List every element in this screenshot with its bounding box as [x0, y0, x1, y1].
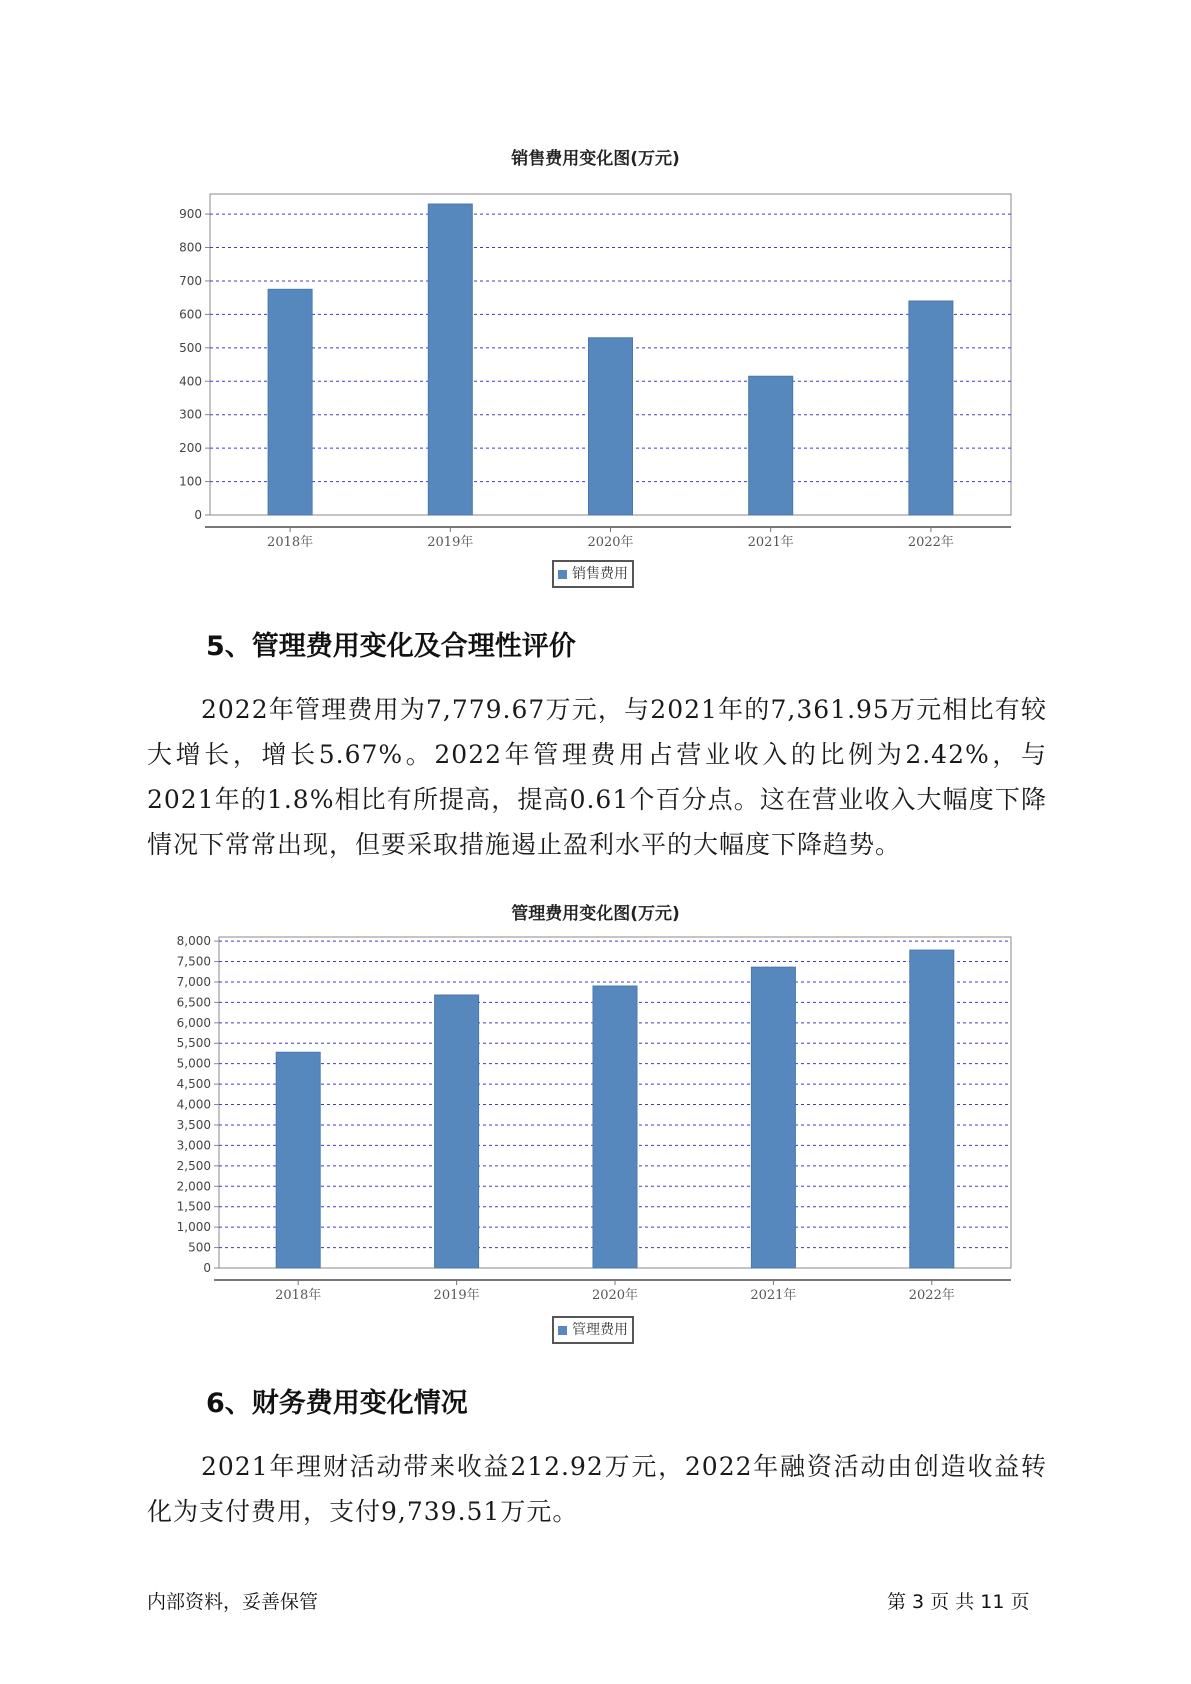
x-tick-label: 2021年: [750, 1288, 797, 1303]
y-tick-label: 600: [179, 307, 202, 322]
y-tick-label: 8,000: [176, 934, 211, 949]
y-tick-label: 400: [179, 374, 202, 389]
y-tick-label: 6,000: [176, 1015, 211, 1030]
bar: [276, 1052, 320, 1268]
y-tick-label: 4,500: [176, 1077, 211, 1092]
y-tick-label: 1,500: [176, 1199, 211, 1214]
sales-expense-chart-title: 销售费用变化图(万元): [511, 149, 680, 169]
bar: [593, 986, 637, 1268]
x-tick-label: 2022年: [907, 535, 954, 550]
y-tick-label: 3,500: [176, 1117, 211, 1132]
y-tick-label: 0: [194, 508, 202, 522]
section-6-heading: 6、财务费用变化情况: [206, 1388, 468, 1419]
x-tick-label: 2018年: [267, 535, 314, 550]
y-tick-label: 6,500: [176, 995, 211, 1010]
section-6-paragraph: [147, 1444, 1047, 1534]
section-5-text: 2022年管理费用为7,779.67万元，与2021年的7,361.95万元相比有较大增长，增长5.67%。2022年管理费用占营业收入的比例为2.42%，与2021年的1.8%相比有所提高，提高0.61个百分点。这在营业收入大幅度下降情况下常常出现，但要采取措施遏止盈利水平的大幅度下降趋势。: [147, 695, 1047, 859]
y-tick-label: 5,000: [176, 1056, 211, 1071]
legend-label: 管理费用: [572, 1322, 628, 1338]
y-tick-label: 7,000: [176, 974, 211, 989]
bar: [910, 950, 954, 1268]
y-tick-label: 3,000: [176, 1138, 211, 1153]
x-tick-label: 2020年: [591, 1288, 639, 1303]
y-tick-label: 2,000: [176, 1179, 211, 1194]
x-tick-label: 2018年: [275, 1288, 322, 1303]
x-tick-label: 2019年: [433, 1288, 480, 1303]
footer-left: 内部资料，妥善保管: [147, 1591, 319, 1613]
x-tick-label: 2019年: [427, 535, 474, 550]
y-tick-label: 200: [179, 441, 202, 456]
footer-page-number: 第 3 页 共 11 页: [887, 1591, 1030, 1613]
admin-expense-legend: [552, 1316, 634, 1344]
y-tick-label: 700: [179, 273, 202, 288]
y-tick-label: 0: [203, 1261, 211, 1275]
y-tick-label: 100: [179, 474, 202, 489]
x-tick-label: 2020年: [587, 535, 634, 550]
legend-label: 销售费用: [572, 566, 628, 582]
y-tick-label: 4,000: [176, 1097, 211, 1112]
bar: [435, 995, 479, 1268]
y-tick-label: 7,500: [176, 954, 211, 969]
y-tick-label: 500: [179, 340, 202, 355]
admin-expense-chart-title: 管理费用变化图(万元): [511, 904, 680, 924]
y-tick-label: 5,500: [176, 1036, 211, 1051]
y-tick-label: 300: [179, 407, 202, 422]
bar: [751, 967, 795, 1268]
y-tick-label: 900: [179, 207, 202, 222]
y-tick-label: 500: [188, 1240, 211, 1255]
x-tick-label: 2021年: [747, 535, 794, 550]
section-5-heading: 5、管理费用变化及合理性评价: [206, 631, 576, 662]
y-tick-label: 1,000: [176, 1220, 211, 1235]
x-tick-label: 2022年: [908, 1288, 955, 1303]
section-6-text: 2021年理财活动带来收益212.92万元，2022年融资活动由创造收益转化为支付费用，支付9,739.51万元。: [147, 1452, 1047, 1526]
y-tick-label: 2,500: [176, 1158, 211, 1173]
legend-swatch-icon: [558, 1326, 567, 1335]
y-tick-label: 800: [179, 240, 202, 255]
